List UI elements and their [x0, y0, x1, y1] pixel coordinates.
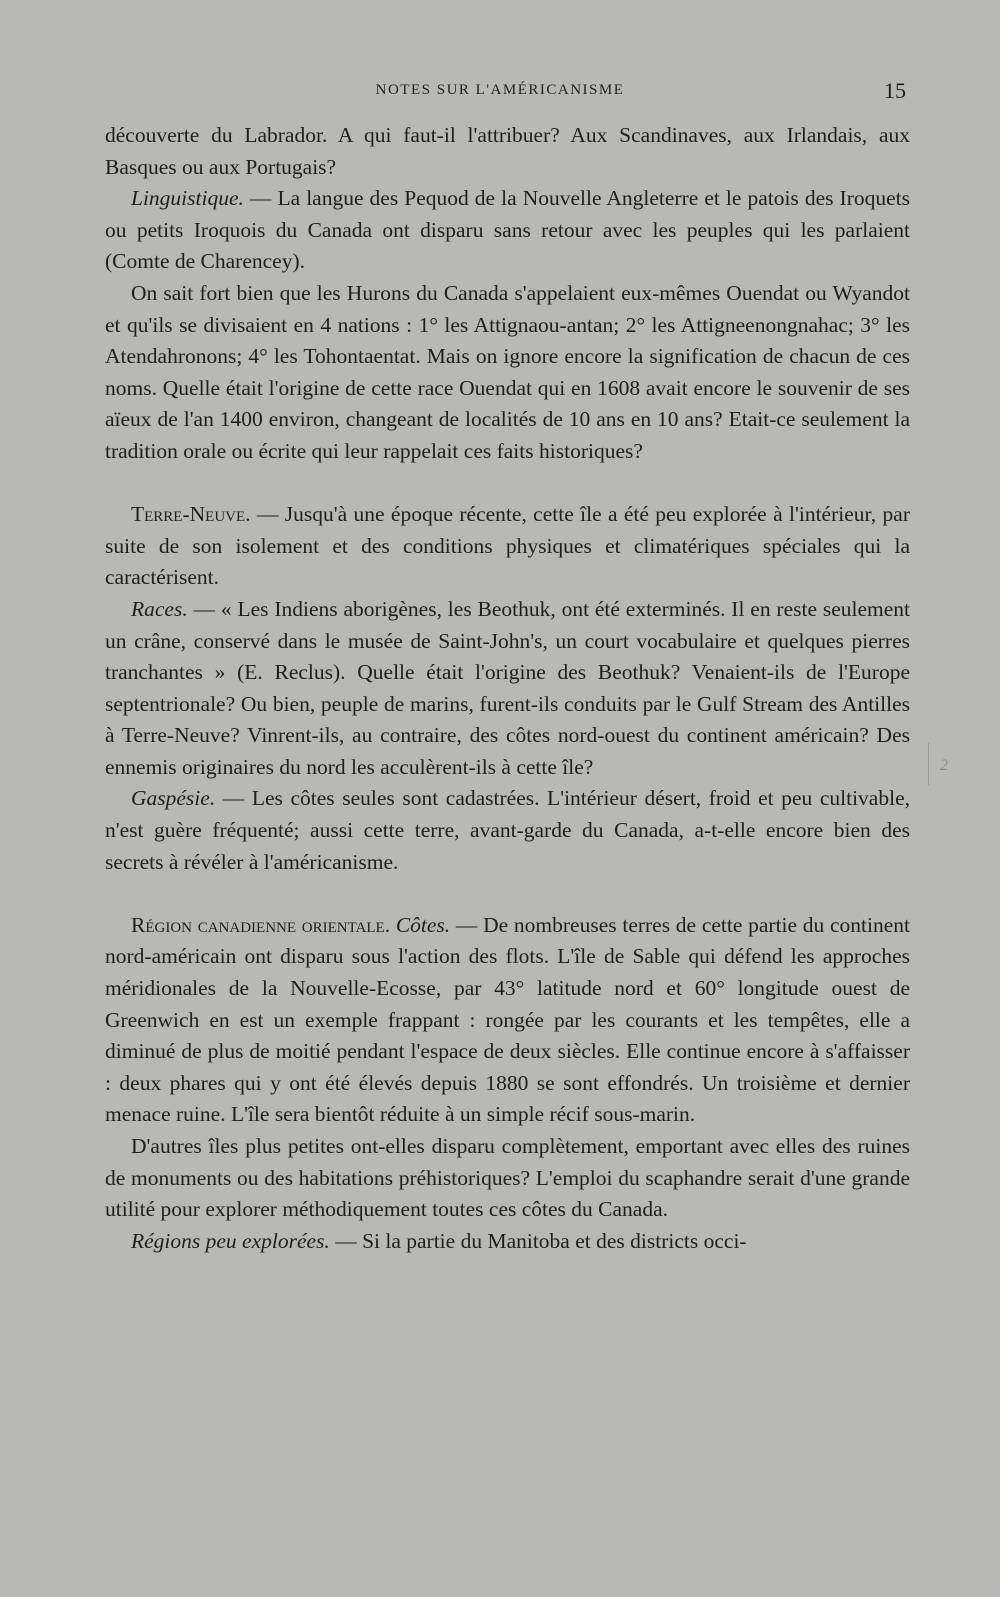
paragraph-text: — De nombreuses terres de cette partie du continent nord-américain ont disparu sous l'action des flots. L'île de Sable qui défend les approches méridionales de la Nouvelle-Ecosse, par 43° latitude nord et 60° longitude ouest de Greenwich en est un exemple frappant : rongée par les courants et les tempêtes, elle a diminué de plus de moitié pendant l'espace de deux siècles. Elle continue encore à s'affaisser : deux phares qui y ont été élevés depuis 1880 se sont effondrés. Un troisième et dernier menace ruine. L'île sera bientôt réduite à un simple récif sous-marin.	[105, 912, 911, 1127]
paragraph-races	[105, 594, 910, 784]
paragraph-text: découverte du Labrador. A qui faut-il l'attribuer? Aux Scandinaves, aux Irlandais, aux Basques ou aux Portugais?	[105, 123, 910, 179]
section-gap	[105, 878, 910, 910]
paragraph-text: On sait fort bien que les Hurons du Canada s'appelaient eux-mêmes Ouendat ou Wyandot et qu'ils se divisaient en 4 nations : 1° les Attignaou-antan; 2° les Attigneenongnahac; 3° les Atendahronons; 4° les Tohontaentat. Mais on ignore encore la signification de chacun de ces noms. Quelle était l'origine de cette race Ouendat qui en 1608 avait encore le souvenir de ses aïeux de l'an 1400 environ, changeant de localités de 10 ans en 10 ans? Etait-ce seulement la tradition orale ou écrite qui leur rappelait ces faits historiques?	[105, 280, 910, 463]
running-title: NOTES SUR L'AMÉRICANISME	[375, 82, 625, 98]
paragraph-lead: Gaspésie.	[131, 786, 216, 811]
paragraph-text: — Jusqu'à une époque récente, cette île a été peu explorée à l'intérieur, par suite de son isolement et des conditions physiques et climatériques spéciales qui la caractérisent.	[105, 502, 910, 590]
paragraph-lead: Côtes.	[395, 912, 451, 937]
paragraph-text: — Si la partie du Manitoba et des districts occi-	[329, 1228, 747, 1253]
paragraph-lead: Linguistique.	[131, 186, 244, 211]
running-head	[0, 80, 1000, 110]
section-heading: Terre-Neuve.	[131, 502, 251, 527]
section-gap	[105, 468, 910, 500]
paragraph-hurons	[105, 278, 910, 468]
section-heading: Région canadienne orientale.	[131, 912, 391, 937]
page-number: 15	[884, 78, 906, 103]
paragraph-labrador	[105, 120, 910, 183]
paragraph-lead: Régions peu explorées.	[131, 1228, 330, 1253]
paragraph-iles	[105, 1131, 910, 1226]
paragraph-gaspesie	[105, 783, 910, 878]
paragraph-linguistique	[105, 183, 910, 278]
paragraph-regions-peu-explorees	[105, 1226, 910, 1258]
paragraph-text: D'autres îles plus petites ont-elles disparu complètement, emportant avec elles des ruines de monuments ou des habitations préhistoriques? L'emploi du scaphandre serait d'une grande utilité pour explorer méthodiquement toutes ces côtes du Canada.	[105, 1134, 910, 1222]
body-text	[105, 120, 910, 1257]
margin-mark	[928, 743, 929, 785]
paragraph-text: — Les côtes seules sont cadastrées. L'intérieur désert, froid et peu cultivable, n'est guère fréquenté; aussi cette terre, avant-garde du Canada, a-t-elle encore bien des secrets à révéler à l'américanisme.	[105, 786, 910, 874]
paragraph-text: — « Les Indiens aborigènes, les Beothuk, ont été exterminés. Il en reste seulement un crâne, conservé dans le musée de Saint-John's, un court vocabulaire et quelques pierres tranchantes » (E. Reclus). Quelle était l'origine des Beothuk? Venaient-ils de l'Europe septentrionale? Ou bien, peuple de marins, furent-ils conduits par le Gulf Stream des Antilles à Terre-Neuve? Vinrent-ils, au contraire, des côtes nord-ouest du continent américain? Des ennemis originaires du nord les acculèrent-ils à cette île?	[105, 596, 910, 779]
paragraph-text: — La langue des Pequod de la Nouvelle Angleterre et le patois des Iroquets ou petits Iroquois du Canada ont disparu sans retour avec les peuples qui les parlaient (Comte de Charencey).	[105, 186, 910, 274]
paragraph-terre-neuve	[105, 499, 910, 594]
paragraph-lead: Races.	[131, 596, 188, 621]
margin-note: 2	[940, 757, 948, 774]
paragraph-region-orientale	[105, 910, 910, 1131]
